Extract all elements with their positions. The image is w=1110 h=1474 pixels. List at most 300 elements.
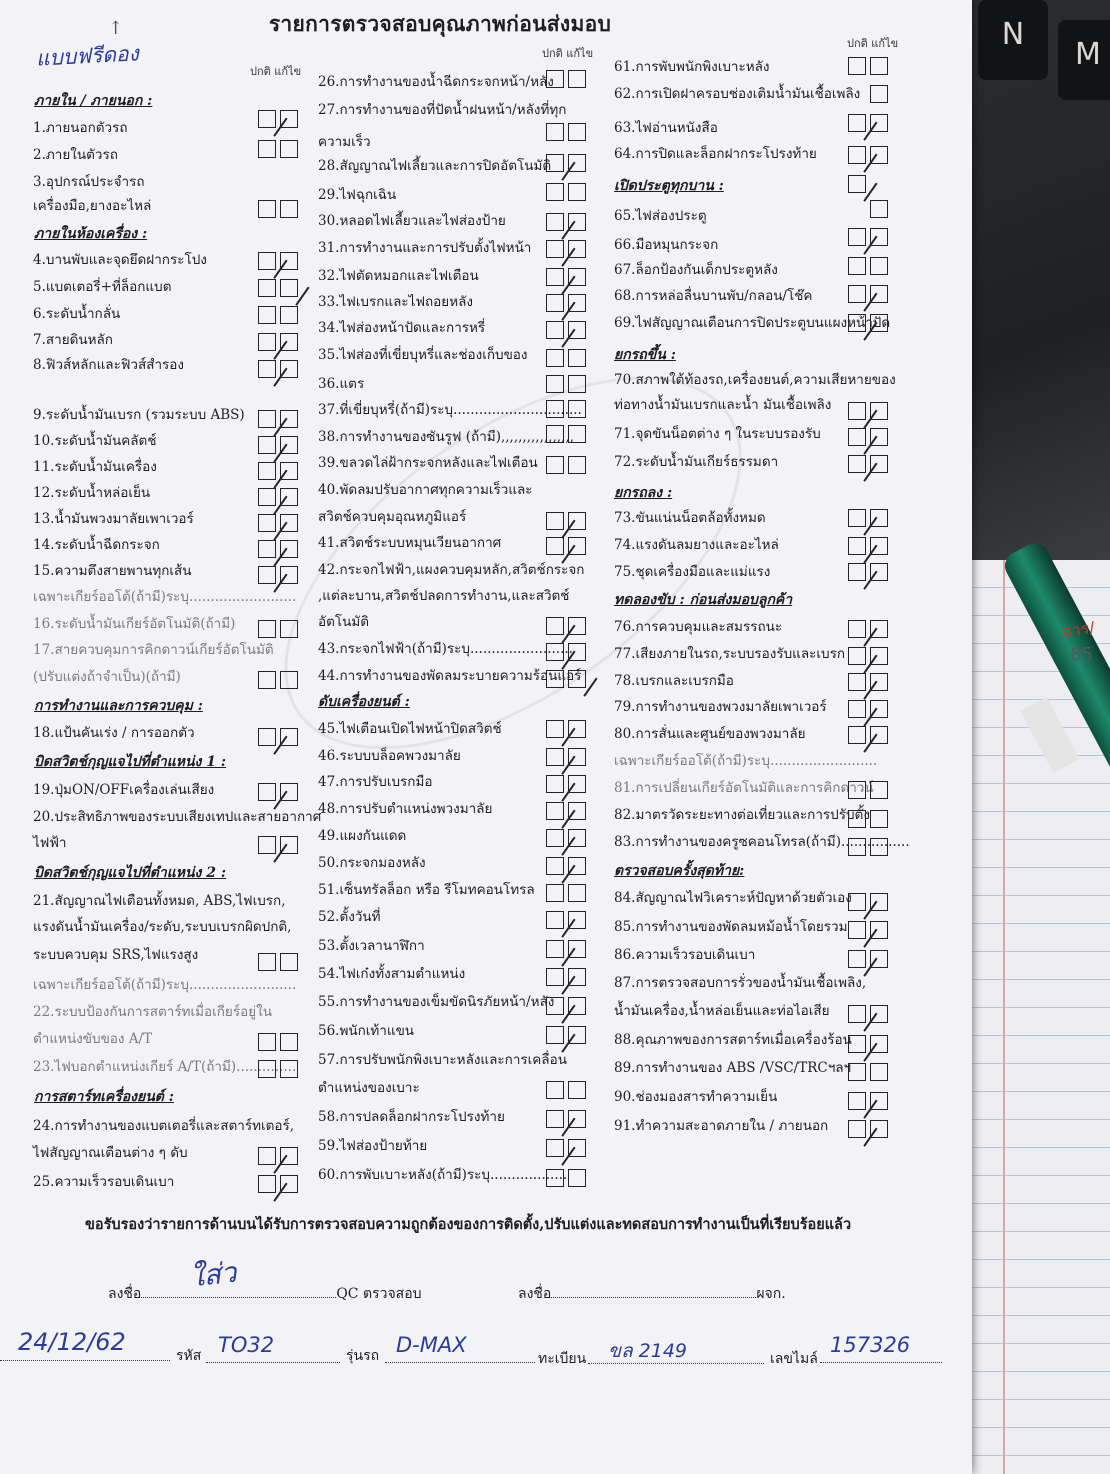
fix-checkbox[interactable] (568, 321, 586, 339)
normal-checkbox[interactable] (258, 783, 276, 801)
checklist-item-label: 45.ไฟเตือนเปิดไฟหน้าปิดสวิตช์ (318, 721, 502, 737)
section-heading: การสตาร์ทเครื่องยนต์ : (34, 1089, 174, 1105)
normal-checkbox[interactable] (848, 838, 866, 856)
normal-checkbox[interactable] (258, 252, 276, 270)
checklist-item-label: 90.ช่องมองสารทำความเย็น (614, 1089, 778, 1105)
normal-checkbox[interactable] (546, 123, 564, 141)
normal-checkbox[interactable] (258, 488, 276, 506)
fix-checkbox[interactable] (280, 252, 298, 270)
fix-checkbox[interactable] (870, 285, 888, 303)
normal-checkbox[interactable] (848, 647, 866, 665)
normal-checkbox[interactable] (848, 810, 866, 828)
normal-checkbox[interactable] (258, 462, 276, 480)
normal-checkbox[interactable] (546, 400, 564, 418)
section-heading: ทดลองขับ : ก่อนส่งมอบลูกค้า (614, 592, 793, 608)
normal-checkbox[interactable] (546, 1110, 564, 1128)
fix-checkbox[interactable] (280, 140, 298, 158)
checklist-item-label: 22.ระบบป้องกันการสตาร์ทเมื่อเกียร์อยู่ใน (33, 1004, 272, 1020)
checklist-item-label: 29.ไฟฉุกเฉิน (318, 187, 397, 203)
normal-checkbox[interactable] (546, 1026, 564, 1044)
checklist-item-label: เครื่องมือ,ยางอะไหล่ (33, 198, 152, 214)
checklist-item-label: 24.การทำงานของแบตเตอรี่และสตาร์ทเตอร์, (33, 1118, 295, 1134)
fix-checkbox[interactable] (568, 940, 586, 958)
normal-checkbox[interactable] (546, 183, 564, 201)
checklist-item-label: ระบบควบคุม SRS,ไฟแรงสูง (33, 947, 199, 963)
normal-checkbox[interactable] (258, 333, 276, 351)
col1-header (250, 62, 301, 80)
normal-checkbox[interactable] (546, 670, 564, 688)
fix-checkbox[interactable] (870, 620, 888, 638)
checklist-item-label: 86.ความเร็วรอบเดินเบา (614, 947, 756, 963)
fix-checkbox[interactable] (568, 1139, 586, 1157)
normal-checkbox[interactable] (546, 911, 564, 929)
header-fix: แก้ไข (566, 47, 594, 60)
normal-checkbox[interactable] (546, 857, 564, 875)
checklist-item-label: 46.ระบบบล็อคพวงมาลัย (318, 748, 461, 764)
fix-checkbox[interactable] (280, 953, 298, 971)
fix-checkbox[interactable] (568, 670, 586, 688)
normal-checkbox[interactable] (546, 940, 564, 958)
pen-mark: ↑ (108, 18, 124, 39)
certification-text: ขอรับรองว่ารายการด้านบนได้รับการตรวจสอบความถูกต้องของการติดตั้ง,ปรับแต่งและทดสอบการทำงานเป็นที่เรียบร้อยแล้ว (85, 1216, 852, 1233)
normal-checkbox[interactable] (546, 617, 564, 635)
normal-checkbox[interactable] (848, 314, 866, 332)
checklist-item-label: 43.กระจกไฟฟ้า(ถ้ามี)ระบุ........................ (318, 641, 573, 657)
section-heading: บิดสวิตช์กุญแจไปที่ตำแหน่ง 2 : (34, 865, 227, 881)
checklist-item-label: 41.สวิตช์ระบบหมุนเวียนอากาศ (318, 535, 502, 551)
normal-checkbox[interactable] (848, 700, 866, 718)
normal-checkbox[interactable] (848, 1092, 866, 1110)
checklist-item-label: เฉพาะเกียร์ออโต้(ถ้ามี)ระบุ......................... (33, 589, 297, 605)
fix-checkbox[interactable] (280, 514, 298, 532)
normal-checkbox[interactable] (848, 950, 866, 968)
fix-checkbox[interactable] (568, 968, 586, 986)
checklist-item-label: เฉพาะเกียร์ออโต้(ถ้ามี)ระบุ......................... (614, 753, 878, 769)
normal-checkbox[interactable] (258, 140, 276, 158)
section-heading: ภายใน / ภายนอก : (34, 93, 153, 109)
normal-checkbox[interactable] (258, 671, 276, 689)
normal-checkbox[interactable] (546, 884, 564, 902)
checklist-item-label: 44.การทำงานของพัดลมระบายความร้อนแอร์ (318, 668, 582, 684)
fix-checkbox[interactable] (280, 1147, 298, 1165)
fix-checkbox[interactable] (870, 1005, 888, 1023)
handwritten-signature: ใส่ว (188, 1255, 239, 1294)
fix-checkbox[interactable] (280, 488, 298, 506)
code-value[interactable]: TO32 (218, 1333, 275, 1357)
normal-checkbox[interactable] (848, 114, 866, 132)
checklist-item-label: ไฟสัญญาณเตือนต่าง ๆ ดับ (33, 1145, 188, 1161)
checklist-item-label: 39.ขลวดไล่ฝ้ากระจกหลังและไฟเตือน (318, 455, 538, 471)
normal-checkbox[interactable] (546, 349, 564, 367)
fix-checkbox[interactable] (280, 620, 298, 638)
normal-checkbox[interactable] (848, 1005, 866, 1023)
checklist-item-label: 62.การเปิดฝาครอบช่องเติมน้ำมันเชื้อเพลิง (614, 86, 861, 102)
fix-checkbox[interactable] (280, 1060, 298, 1078)
normal-checkbox[interactable] (258, 953, 276, 971)
normal-checkbox[interactable] (546, 775, 564, 793)
normal-checkbox[interactable] (546, 829, 564, 847)
normal-checkbox[interactable] (258, 728, 276, 746)
checklist-item-label: 7.สายดินหลัก (33, 332, 113, 348)
fix-checkbox[interactable] (568, 456, 586, 474)
checklist-item-label: 20.ประสิทธิภาพของระบบเสียงเทปและสายอากาศ (33, 809, 322, 825)
fix-checkbox[interactable] (870, 314, 888, 332)
checklist-item-label: 59.ไฟส่องป้ายท้าย (318, 1138, 428, 1154)
fix-checkbox[interactable] (568, 911, 586, 929)
header-normal: ปกติ (847, 37, 868, 50)
model-field-line (385, 1362, 535, 1363)
normal-checkbox[interactable] (848, 509, 866, 527)
fix-checkbox[interactable] (568, 425, 586, 443)
fix-checkbox[interactable] (568, 720, 586, 738)
normal-checkbox[interactable] (546, 997, 564, 1015)
fix-checkbox[interactable] (568, 802, 586, 820)
normal-checkbox[interactable] (546, 1169, 564, 1187)
mileage-field-line (820, 1362, 942, 1363)
normal-checkbox[interactable] (546, 375, 564, 393)
fix-checkbox[interactable] (568, 1169, 586, 1187)
header-fix: แก้ไข (871, 37, 899, 50)
fix-checkbox[interactable] (280, 1175, 298, 1193)
checklist-item-label: 32.ไฟตัดหมอกและไฟเตือน (318, 268, 479, 284)
fix-checkbox[interactable] (280, 783, 298, 801)
normal-checkbox[interactable] (848, 673, 866, 691)
normal-checkbox[interactable] (546, 1139, 564, 1157)
checklist-item-label: 80.การสั่นและศูนย์ของพวงมาลัย (614, 726, 806, 742)
checklist-item-label: อัตโนมัติ (318, 614, 370, 630)
normal-checkbox[interactable] (258, 514, 276, 532)
fix-checkbox[interactable] (870, 673, 888, 691)
fix-checkbox[interactable] (870, 1120, 888, 1138)
checklist-item-label: 23.ไฟบอกตำแหน่งเกียร์ A/T(ถ้ามี).............. (33, 1059, 297, 1075)
checklist-item-label: 3.อุปกรณ์ประจำรถ (33, 174, 145, 190)
normal-checkbox[interactable] (546, 456, 564, 474)
qc-signature-line (108, 1283, 421, 1305)
fix-checkbox[interactable] (870, 810, 888, 828)
fix-checkbox[interactable] (280, 333, 298, 351)
fix-checkbox[interactable] (568, 349, 586, 367)
normal-checkbox[interactable] (546, 720, 564, 738)
section-heading: ภายในห้องเครื่อง : (34, 226, 148, 242)
normal-checkbox[interactable] (848, 921, 866, 939)
normal-checkbox[interactable] (258, 360, 276, 378)
checklist-item-label: ตำแหน่งของเบาะ (318, 1080, 420, 1096)
mileage-label: เลขไมล์ (770, 1351, 818, 1367)
checklist-item-label: 35.ไฟส่องที่เขี่ยบุหรี่และช่องเก็บของ (318, 347, 528, 363)
checklist-item-label: 77.เสียงภายในรถ,ระบบรองรับและเบรก (614, 646, 845, 662)
normal-checkbox[interactable] (258, 1060, 276, 1078)
checklist-item-label: 72.ระดับน้ำมันเกียร์ธรรมดา (614, 454, 779, 470)
checklist-item-label: 85.การทำงานของพัดลมหม้อน้ำโดยรวม (614, 919, 848, 935)
fix-checkbox[interactable] (568, 748, 586, 766)
signature-field[interactable] (551, 1297, 756, 1298)
fix-checkbox[interactable] (870, 726, 888, 744)
fix-checkbox[interactable] (568, 997, 586, 1015)
section-heading: การทำงานและการควบคุม : (34, 698, 203, 714)
fix-checkbox[interactable] (568, 213, 586, 231)
normal-checkbox[interactable] (258, 1175, 276, 1193)
fix-checkbox[interactable] (280, 836, 298, 854)
fix-checkbox[interactable] (870, 1035, 888, 1053)
normal-checkbox[interactable] (546, 213, 564, 231)
normal-checkbox[interactable] (258, 836, 276, 854)
fix-checkbox[interactable] (568, 123, 586, 141)
fix-checkbox[interactable] (870, 509, 888, 527)
checklist-item-label: 8.ฟิวส์หลักและฟิวส์สำรอง (33, 357, 184, 373)
normal-checkbox[interactable] (848, 285, 866, 303)
date-value[interactable]: 24/12/62 (18, 1328, 126, 1356)
fix-checkbox[interactable] (870, 114, 888, 132)
notebook-margin-line (1003, 560, 1005, 1474)
date-field-line (0, 1360, 170, 1361)
fix-checkbox[interactable] (568, 375, 586, 393)
section-heading: บิดสวิตช์กุญแจไปที่ตำแหน่ง 1 : (34, 754, 227, 770)
fix-checkbox[interactable] (870, 1092, 888, 1110)
fix-checkbox[interactable] (870, 57, 888, 75)
normal-checkbox[interactable] (848, 428, 866, 446)
code-label: รหัส (176, 1348, 202, 1364)
checklist-item-label: 27.การทำงานของที่ปัดน้ำฝนหน้า/หลังที่ทุก (318, 102, 567, 118)
normal-checkbox[interactable] (848, 726, 866, 744)
checklist-item-label: 76.การควบคุมและสมรรถนะ (614, 619, 783, 635)
checklist-item-label: 65.ไฟส่องประตู (614, 208, 707, 224)
checklist-item-label: 37.ที่เขี่ยบุหรี่(ถ้ามี)ระบุ.............................. (318, 402, 582, 418)
checklist-item-label: 57.การปรับพนักพิงเบาะหลังและการเคลื่อน (318, 1052, 567, 1068)
checklist-item-label: 71.จุดขันน็อตต่าง ๆ ในระบบรองรับ (614, 426, 821, 442)
fix-checkbox[interactable] (870, 781, 888, 799)
normal-checkbox[interactable] (848, 57, 866, 75)
plate-label: ทะเบียน (538, 1351, 587, 1367)
checklist-item-label: 6.ระดับน้ำกลั่น (33, 306, 121, 322)
checklist-item-label: 11.ระดับน้ำมันเครื่อง (33, 459, 157, 475)
checklist-item-label: 53.ตั้งเวลานาฬิกา (318, 938, 425, 954)
checklist-item-label: ความเร็ว (318, 134, 371, 150)
normal-checkbox[interactable] (258, 1147, 276, 1165)
normal-checkbox[interactable] (258, 620, 276, 638)
checklist-item-label: (ปรับแต่งถ้าจำเป็น)(ถ้ามี) (33, 669, 181, 685)
checklist-item-label: ,แต่ละบาน,สวิตช์ปลดการทำงาน,และสวิตช์ (318, 588, 570, 604)
normal-checkbox[interactable] (546, 240, 564, 258)
normal-checkbox[interactable] (258, 540, 276, 558)
normal-checkbox[interactable] (258, 306, 276, 324)
fix-checkbox[interactable] (568, 1081, 586, 1099)
fix-checkbox[interactable] (870, 146, 888, 164)
normal-checkbox[interactable] (546, 294, 564, 312)
fix-checkbox[interactable] (568, 884, 586, 902)
normal-checkbox[interactable] (546, 1081, 564, 1099)
fix-checkbox[interactable] (870, 402, 888, 420)
fix-checkbox[interactable] (870, 455, 888, 473)
checklist-item-label: 52.ตั้งวันที่ (318, 909, 381, 925)
normal-checkbox[interactable] (546, 748, 564, 766)
normal-checkbox[interactable] (848, 563, 866, 581)
normal-checkbox[interactable] (848, 893, 866, 911)
fix-checkbox[interactable] (568, 537, 586, 555)
normal-checkbox[interactable] (848, 257, 866, 275)
checklist-item-label: 56.พนักเท้าแขน (318, 1023, 415, 1039)
fix-checkbox[interactable] (870, 1063, 888, 1081)
qc-label: QC ตรวจสอบ (336, 1286, 422, 1302)
checklist-item-label: 25.ความเร็วรอบเดินเบา (33, 1174, 175, 1190)
keyboard-background (968, 0, 1110, 560)
checklist-item-label: 28.สัญญาณไฟเลี้ยวและการปิดอัตโนมัติ (318, 158, 552, 174)
checklist-item-label: 47.การปรับเบรกมือ (318, 774, 433, 790)
plate-value[interactable]: ขล 2149 (608, 1340, 688, 1362)
fix-checkbox[interactable] (280, 728, 298, 746)
fix-checkbox[interactable] (870, 921, 888, 939)
checklist-item-label: 68.การหล่อลื่นบานพับ/กลอน/โช๊ค (614, 288, 813, 304)
fix-checkbox[interactable] (568, 154, 586, 172)
normal-checkbox[interactable] (546, 425, 564, 443)
checklist-item-label: 61.การพับพนักพิงเบาะหลัง (614, 59, 770, 75)
fix-checkbox[interactable] (568, 294, 586, 312)
normal-checkbox[interactable] (546, 643, 564, 661)
checklist-item-label: 26.การทำงานของน้ำฉีดกระจกหน้า/หลัง (318, 74, 554, 90)
normal-checkbox[interactable] (546, 802, 564, 820)
fix-checkbox[interactable] (568, 240, 586, 258)
checklist-item-label: 66.มือหมุนกระจก (614, 237, 719, 253)
fix-checkbox[interactable] (568, 643, 586, 661)
fix-checkbox[interactable] (568, 857, 586, 875)
fix-checkbox[interactable] (870, 563, 888, 581)
normal-checkbox[interactable] (546, 268, 564, 286)
checklist-item-label: 19.ปุ่มON/OFFเครื่องเล่นเสียง (33, 782, 215, 798)
checklist-item-label: 42.กระจกไฟฟ้า,แผงควบคุมหลัก,สวิตช์กระจก (318, 562, 585, 578)
normal-checkbox[interactable] (546, 154, 564, 172)
fix-checkbox[interactable] (870, 950, 888, 968)
fix-checkbox[interactable] (568, 1110, 586, 1128)
fix-checkbox[interactable] (280, 1033, 298, 1051)
fix-checkbox[interactable] (280, 436, 298, 454)
mileage-value[interactable]: 157326 (830, 1333, 911, 1357)
handwritten-note: แบบฟรีดอง (35, 41, 140, 71)
fix-checkbox[interactable] (568, 829, 586, 847)
keyboard-key: M (1058, 20, 1110, 100)
normal-checkbox[interactable] (848, 781, 866, 799)
checklist-item-label: แรงดันน้ำมันเครื่อง/ระดับ,ระบบเบรกผิดปกติ, (33, 919, 292, 935)
fix-checkbox[interactable] (568, 268, 586, 286)
normal-checkbox[interactable] (848, 1063, 866, 1081)
fix-checkbox[interactable] (568, 70, 586, 88)
normal-checkbox[interactable] (258, 1033, 276, 1051)
plate-field-line (588, 1363, 764, 1364)
fix-checkbox[interactable] (280, 462, 298, 480)
fix-checkbox[interactable] (870, 647, 888, 665)
checklist-item-label: 70.สภาพใต้ท้องรถ,เครื่องยนต์,ความเสียหายของ (614, 372, 896, 388)
fix-checkbox[interactable] (568, 1026, 586, 1044)
checklist-item-label: 69.ไฟสัญญาณเตือนการปิดประตูบนแผงหน้าปัด (614, 315, 891, 331)
normal-checkbox[interactable] (848, 146, 866, 164)
checklist-item-label: ตำแหน่งขับของ A/T (33, 1031, 153, 1047)
normal-checkbox[interactable] (258, 436, 276, 454)
fix-checkbox[interactable] (568, 183, 586, 201)
checklist-item-label: 83.การทำงานของครูซคอนโทรล(ถ้ามี)................ (614, 834, 910, 850)
fix-checkbox[interactable] (870, 85, 888, 103)
fix-checkbox[interactable] (280, 671, 298, 689)
fix-checkbox[interactable] (280, 110, 298, 128)
fix-checkbox[interactable] (870, 257, 888, 275)
normal-checkbox[interactable] (258, 279, 276, 297)
normal-checkbox[interactable] (258, 200, 276, 218)
fix-checkbox[interactable] (870, 700, 888, 718)
header-normal: ปกติ (542, 47, 563, 60)
header-fix: แก้ไข (274, 65, 302, 78)
note-scribble: 85 (1070, 644, 1093, 665)
checklist-item-label: 87.การตรวจสอบการรั่วของน้ำมันเชื้อเพลิง, (614, 975, 867, 991)
normal-checkbox[interactable] (258, 566, 276, 584)
normal-checkbox[interactable] (546, 968, 564, 986)
fix-checkbox[interactable] (870, 838, 888, 856)
normal-checkbox[interactable] (848, 228, 866, 246)
fix-checkbox[interactable] (280, 306, 298, 324)
fix-checkbox[interactable] (870, 893, 888, 911)
normal-checkbox[interactable] (848, 402, 866, 420)
checklist-item-label: สวิตช์ควบคุมอุณหภูมิแอร์ (318, 509, 467, 525)
normal-checkbox[interactable] (848, 175, 866, 193)
fix-checkbox[interactable] (568, 775, 586, 793)
checklist-item-label: 58.การปลดล็อกฝากระโปรงท้าย (318, 1109, 505, 1125)
checklist-item-label: 75.ชุดเครื่องมือและแม่แรง (614, 564, 771, 580)
normal-checkbox[interactable] (546, 321, 564, 339)
signature-field[interactable] (141, 1297, 336, 1298)
normal-checkbox[interactable] (848, 1035, 866, 1053)
normal-checkbox[interactable] (546, 512, 564, 530)
checklist-item-label: 17.สายควบคุมการคิกดาวน์เกียร์อัตโนมัติ (33, 642, 274, 658)
fix-checkbox[interactable] (280, 200, 298, 218)
fix-checkbox[interactable] (870, 428, 888, 446)
manager-label: ผจก. (756, 1286, 786, 1302)
fix-checkbox[interactable] (870, 228, 888, 246)
fix-checkbox[interactable] (280, 540, 298, 558)
fix-checkbox[interactable] (280, 566, 298, 584)
normal-checkbox[interactable] (848, 620, 866, 638)
fix-checkbox[interactable] (280, 279, 298, 297)
checklist-item-label: 63.ไฟอ่านหนังสือ (614, 120, 718, 136)
fix-checkbox[interactable] (568, 512, 586, 530)
checklist-item-label: 81.การเปลี่ยนเกียร์อัตโนมัติและการคิกดาวน์ (614, 780, 874, 796)
checklist-item-label: เฉพาะเกียร์ออโต้(ถ้ามี)ระบุ......................... (33, 977, 297, 993)
checklist-item-label: 88.คุณภาพของการสตาร์ทเมื่อเครื่องร้อน (614, 1032, 852, 1048)
checklist-item-label: 82.มาตรวัดระยะทางต่อเที่ยวและการปรับตั้ง (614, 807, 870, 823)
normal-checkbox[interactable] (848, 1120, 866, 1138)
fix-checkbox[interactable] (568, 617, 586, 635)
checklist-item-label: 67.ล็อกป้องกันเด็กประตูหลัง (614, 262, 778, 278)
checklist-item-label: น้ำมันเครื่อง,น้ำหล่อเย็นและท่อไอเสีย (614, 1003, 830, 1019)
checklist-item-label: 40.พัดลมปรับอากาศทุกความเร็วและ (318, 482, 533, 498)
manager-signature-line (518, 1283, 786, 1305)
checklist-item-label: 64.การปิดและล็อกฝากระโปรงท้าย (614, 146, 817, 162)
normal-checkbox[interactable] (258, 410, 276, 428)
normal-checkbox[interactable] (848, 537, 866, 555)
checklist-item-label: 74.แรงดันลมยางและอะไหล่ (614, 537, 779, 553)
normal-checkbox[interactable] (546, 537, 564, 555)
checklist-item-label: 5.แบตเตอรี่+ที่ล็อกแบต (33, 279, 172, 295)
normal-checkbox[interactable] (258, 110, 276, 128)
normal-checkbox[interactable] (848, 455, 866, 473)
fix-checkbox[interactable] (280, 410, 298, 428)
model-label: รุ่นรถ (346, 1348, 380, 1364)
fix-checkbox[interactable] (280, 360, 298, 378)
fix-checkbox[interactable] (870, 537, 888, 555)
fix-checkbox[interactable] (870, 200, 888, 218)
model-value[interactable]: D-MAX (396, 1333, 467, 1357)
normal-checkbox[interactable] (546, 70, 564, 88)
checklist-item-label: 34.ไฟส่องหน้าปัดและการหรี่ (318, 320, 486, 336)
fix-checkbox[interactable] (568, 400, 586, 418)
checklist-item-label: 38.การทำงานของซันรูฟ (ถ้ามี),,,,,,,,,,,,,,,,, (318, 429, 574, 445)
sign-label: ลงชื่อ (518, 1286, 552, 1302)
note-scribble: ลาร/ (1060, 617, 1096, 642)
